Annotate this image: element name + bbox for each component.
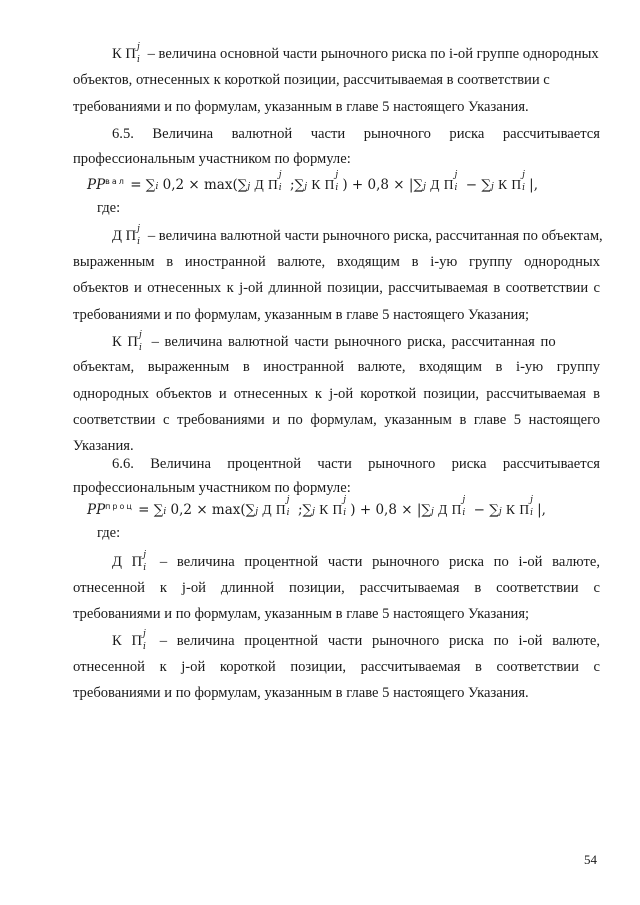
- p1-line-3: требованиями и по формулам, указанным в главе 5 настоящего Указания.: [73, 99, 529, 115]
- where-label-6-6: где:: [97, 525, 121, 541]
- section-6-6-line-1: 6.6. Величина процентной части рыночного риска рассчитывается: [112, 456, 600, 472]
- kp-interest-definition-line-1: К П j i – величина процентной части рыночного риска по i-ой валюте,: [112, 629, 600, 652]
- section-6-6-line-2: профессиональным участником по формуле:: [73, 480, 351, 496]
- kp-currency-line-3: однородных объектов и отнесенных к j-ой короткой позиции, рассчитываемая в: [73, 386, 600, 402]
- kp-definition-line-1: [112, 42, 599, 65]
- kp-currency-line-5: Указания.: [73, 438, 134, 454]
- where-label-6-5: где:: [97, 200, 121, 216]
- dp-interest-definition-line-1: Д П j i – величина процентной части рыночного риска по i-ой валюте,: [112, 550, 600, 573]
- dp-interest-line-3: требованиями и по формулам, указанным в главе 5 настоящего Указания;: [73, 606, 530, 622]
- kp-currency-line-2: объектам, выраженным в иностранной валюте, входящим в i-ую группу: [73, 359, 600, 375]
- section-6-5-line-2: профессиональным участником по формуле:: [73, 151, 351, 167]
- kp-interest-line-2: отнесенной к j-ой короткой позиции, рассчитываемая в соответствии с: [73, 659, 600, 675]
- interest-risk-formula: $PP^{проц} = \sum i$ 0,2 × max(∑j Д П j i ;∑j К П j i ) + 0,8 × |∑j Д П j i − ∑j К П j i |,: [87, 495, 546, 518]
- kp-currency-line-4: соответствии с требованиями и по формулам, указанным в главе 5 настоящего: [73, 412, 600, 428]
- page-number: 54: [584, 852, 597, 867]
- symbol-k: К: [112, 46, 122, 62]
- symbol-p: П: [125, 46, 136, 62]
- kp-interest-line-3: требованиями и по формулам, указанным в главе 5 настоящего Указания.: [73, 685, 529, 701]
- dp-currency-line-4: требованиями и по формулам, указанным в главе 5 настоящего Указания;: [73, 307, 530, 323]
- kp-currency-definition-line-1: К П j i – величина валютной части рыночного риска, рассчитанная по: [112, 330, 556, 353]
- p1-line-2: объектов, отнесенных к короткой позиции, рассчитываемая в соответствии с: [73, 72, 550, 88]
- dp-currency-line-3: объектов и отнесенных к j-ой длинной позиции, рассчитываемая в соответствии с: [73, 280, 600, 296]
- dp-currency-definition-line-1: Д П j i – величина валютной части рыночного риска, рассчитанная по объектам,: [112, 224, 603, 247]
- index-ij: j i: [136, 42, 140, 65]
- currency-risk-formula: $PP^{вал} = \sum i$ 0,2 × max(∑j Д П j i ;∑j К П j i ) + 0,8 × |∑j Д П j i − ∑j К П j i |,: [87, 170, 538, 193]
- dp-interest-line-2: отнесенной к j-ой длинной позиции, рассчитываемая в соответствии с: [73, 580, 600, 596]
- section-6-5-line-1: 6.5. Величина валютной части рыночного риска рассчитывается: [112, 126, 600, 142]
- kp-definition-text: – величина основной части рыночного риска по i-ой группе однородных: [147, 46, 599, 62]
- dp-currency-line-2: выраженным в иностранной валюте, входящим в i-ую группу однородных: [73, 254, 600, 270]
